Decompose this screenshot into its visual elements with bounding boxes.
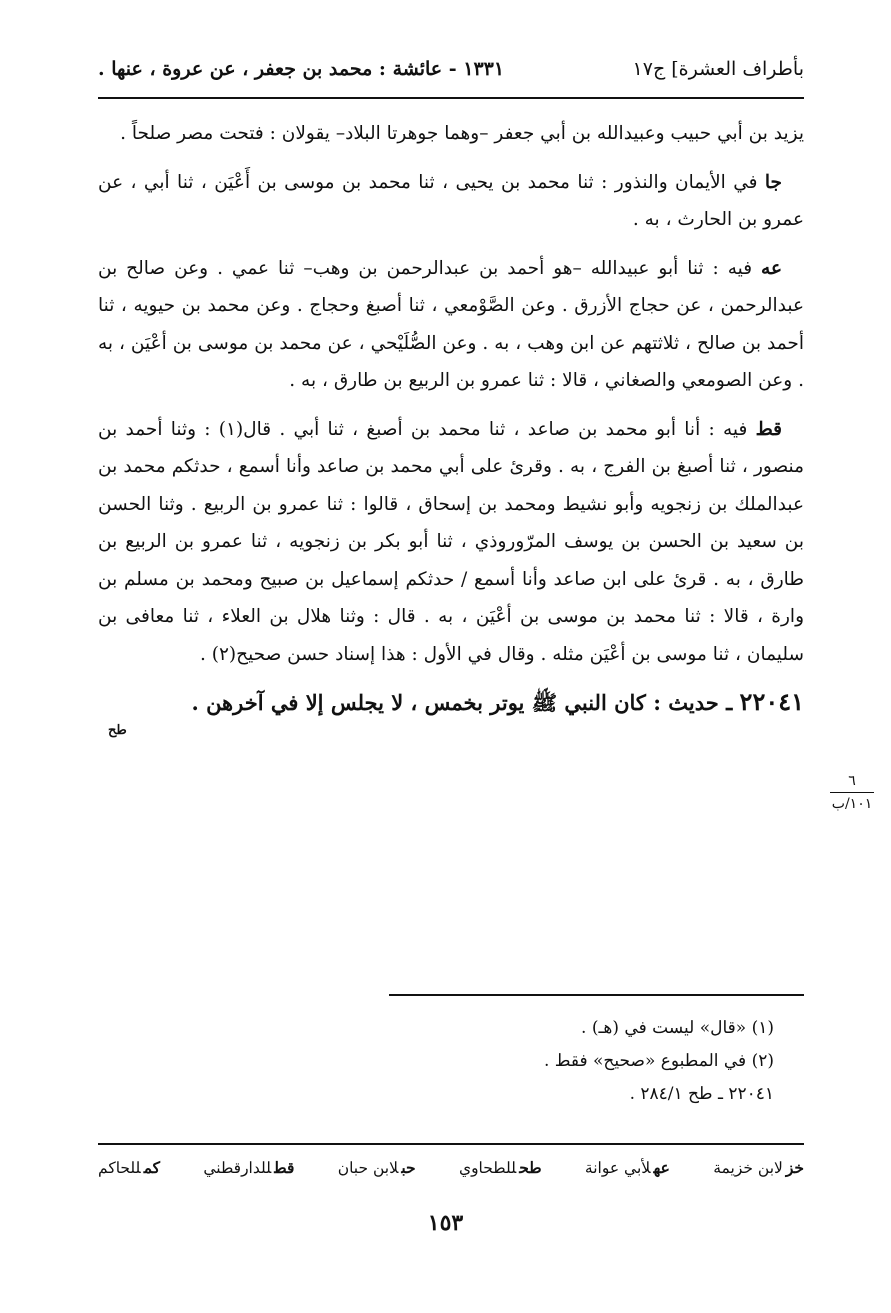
source-siglum: جا (764, 171, 782, 193)
legend-item (338, 1158, 416, 1177)
legend-abbr: كم (143, 1158, 161, 1177)
main-text (98, 115, 804, 749)
legend-abbr: قط (274, 1158, 295, 1177)
legend-item (203, 1158, 294, 1177)
hadith-heading (98, 684, 804, 749)
margin-note-top: ٦ (848, 773, 856, 789)
header-rule (98, 97, 804, 99)
paragraph (98, 250, 804, 400)
paragraph-text: فيه : أنا أبو محمد بن صاعد ، ثنا محمد بن أصبغ ، ثنا أبي . قال(١) : وثنا أحمد بن منصور ، ثنا أصبغ بن الفرج ، به . وقرئ على أبي محمد بن صاعد وأنا أسمع ، حدثكم محمد بن عبدالملك بن زنجويه وأبو نشيط ومحمد بن إسحاق ، قالوا : ثنا عمرو بن الربيع . وثنا الحسن بن سعيد بن الحسن بن يوسف المرّوروذي ، ثنا أبو بكر بن زنجويه ، ثنا عمرو بن الربيع بن طارق ، به . قرئ على ابن صاعد وأنا أسمع / حدثكم إسماعيل بن صبيح ومحمد بن مسلم بن وارة ، قالا : ثنا محمد بن موسى بن أعْيَن ، به . قال : وثنا هلال بن العلاء ، ثنا معافى بن سليمان ، ثنا موسى بن أعْيَن مثله . وقال في الأول : هذا إسناد حسن صحيح(٢) . (98, 418, 804, 665)
abbreviation-legend (98, 1158, 804, 1177)
legend-item (459, 1158, 542, 1177)
legend-abbr: خز (785, 1158, 804, 1177)
paragraph-text: في الأيمان والنذور : ثنا محمد بن يحيى ، ثنا محمد بن موسى بن أَعْيَن ، ثنا أبي ، عن عمرو بن الحارث ، به . (98, 171, 804, 230)
legend-label: للحاكم (98, 1159, 141, 1177)
legend-item (98, 1158, 160, 1177)
hadith-text: ـ حديث : كان النبي ﷺ يوتر بخمس ، لا يجلس إلا في آخرهن . (191, 690, 740, 715)
footnote-rule (389, 994, 804, 996)
margin-note-bottom: ١٠١/ب (831, 796, 873, 812)
hadith-number: ٢٢٠٤١ (739, 687, 804, 716)
page-number: ١٥٣ (427, 1210, 464, 1236)
footnote: (١) «قال» ليست في (هـ) . (581, 1018, 774, 1038)
paragraph (98, 411, 804, 674)
footnote: (٢) في المطبوع «صحيح» فقط . (543, 1051, 774, 1071)
legend-label: لابن حبان (337, 1159, 399, 1177)
running-header (98, 52, 804, 86)
paragraph (98, 115, 804, 153)
margin-note-divider (830, 792, 874, 793)
legend-abbr: عه (653, 1158, 670, 1177)
paragraph-text: فيه : ثنا أبو عبيدالله –هو أحمد بن عبدالرحمن بن وهب– ثنا عمي . وعن صالح بن عبدالرحمن ، عن حجاج الأزرق . وعن الصَّوْمعي ، ثنا أصبغ وحجاج . وعن محمد بن حيويه ، ثنا أحمد بن صالح ، ثلاثتهم عن ابن وهب ، به . وعن الصُّلَيْحي ، عن محمد بن موسى بن أعْيَن ، به . وعن الصومعي والصغاني ، قالا : ثنا عمرو بن الربيع بن طارق ، به . (98, 257, 804, 391)
legend-label: للطحاوي (458, 1159, 517, 1177)
legend-item (585, 1158, 670, 1177)
source-siglum: عه (761, 257, 782, 279)
legend-label: لأبي عوانة (584, 1159, 651, 1177)
header-section-title: ١٣٣١ - عائشة : محمد بن جعفر ، عن عروة ، عنها . (98, 58, 505, 80)
legend-label: للدارقطني (203, 1159, 272, 1177)
paragraph (98, 164, 804, 239)
legend-rule (98, 1143, 804, 1145)
legend-label: لابن خزيمة (713, 1159, 783, 1177)
hadith-source-tag: طح (108, 723, 127, 738)
source-siglum: قط (755, 418, 782, 440)
header-book-title: بأطراف العشرة] ج١٧ (632, 58, 804, 80)
legend-abbr: طح (519, 1158, 542, 1177)
paragraph-text: يزيد بن أبي حبيب وعبيدالله بن أبي جعفر –وهما جوهرتا البلاد– يقولان : فتحت مصر صلحاً . (120, 123, 804, 144)
legend-abbr: حب (401, 1158, 416, 1177)
footnotes (214, 1012, 774, 1111)
legend-item (713, 1158, 804, 1177)
footnote: ٢٢٠٤١ ـ طح ٢٨٤/١ . (629, 1084, 774, 1104)
manuscript-folio-note (828, 772, 876, 813)
